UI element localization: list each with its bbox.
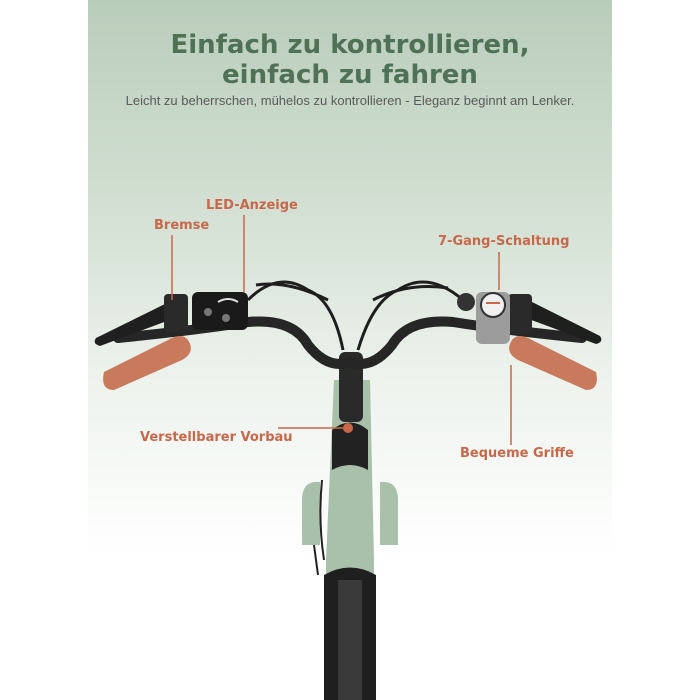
led-display	[192, 292, 248, 330]
cables	[248, 282, 463, 350]
gear-shifter	[457, 292, 510, 344]
left-grip	[103, 336, 191, 390]
product-image-panel	[88, 0, 612, 700]
subtitle: Leicht zu beherrschen, mühelos zu kontrollieren - Eleganz beginnt am Lenker.	[125, 93, 575, 108]
callout-led-display: LED-Anzeige	[206, 198, 298, 213]
headline	[88, 30, 612, 90]
callout-gear-shifter: 7-Gang-Schaltung	[438, 234, 570, 249]
callout-stem: Verstellbarer Vorbau	[140, 430, 293, 445]
headline-line-1: Einfach zu kontrollieren,	[170, 30, 530, 60]
headline-line-2: einfach zu fahren	[222, 60, 478, 90]
callout-grips: Bequeme Griffe	[460, 446, 574, 461]
right-grip	[509, 336, 597, 390]
callout-brake: Bremse	[154, 218, 210, 233]
